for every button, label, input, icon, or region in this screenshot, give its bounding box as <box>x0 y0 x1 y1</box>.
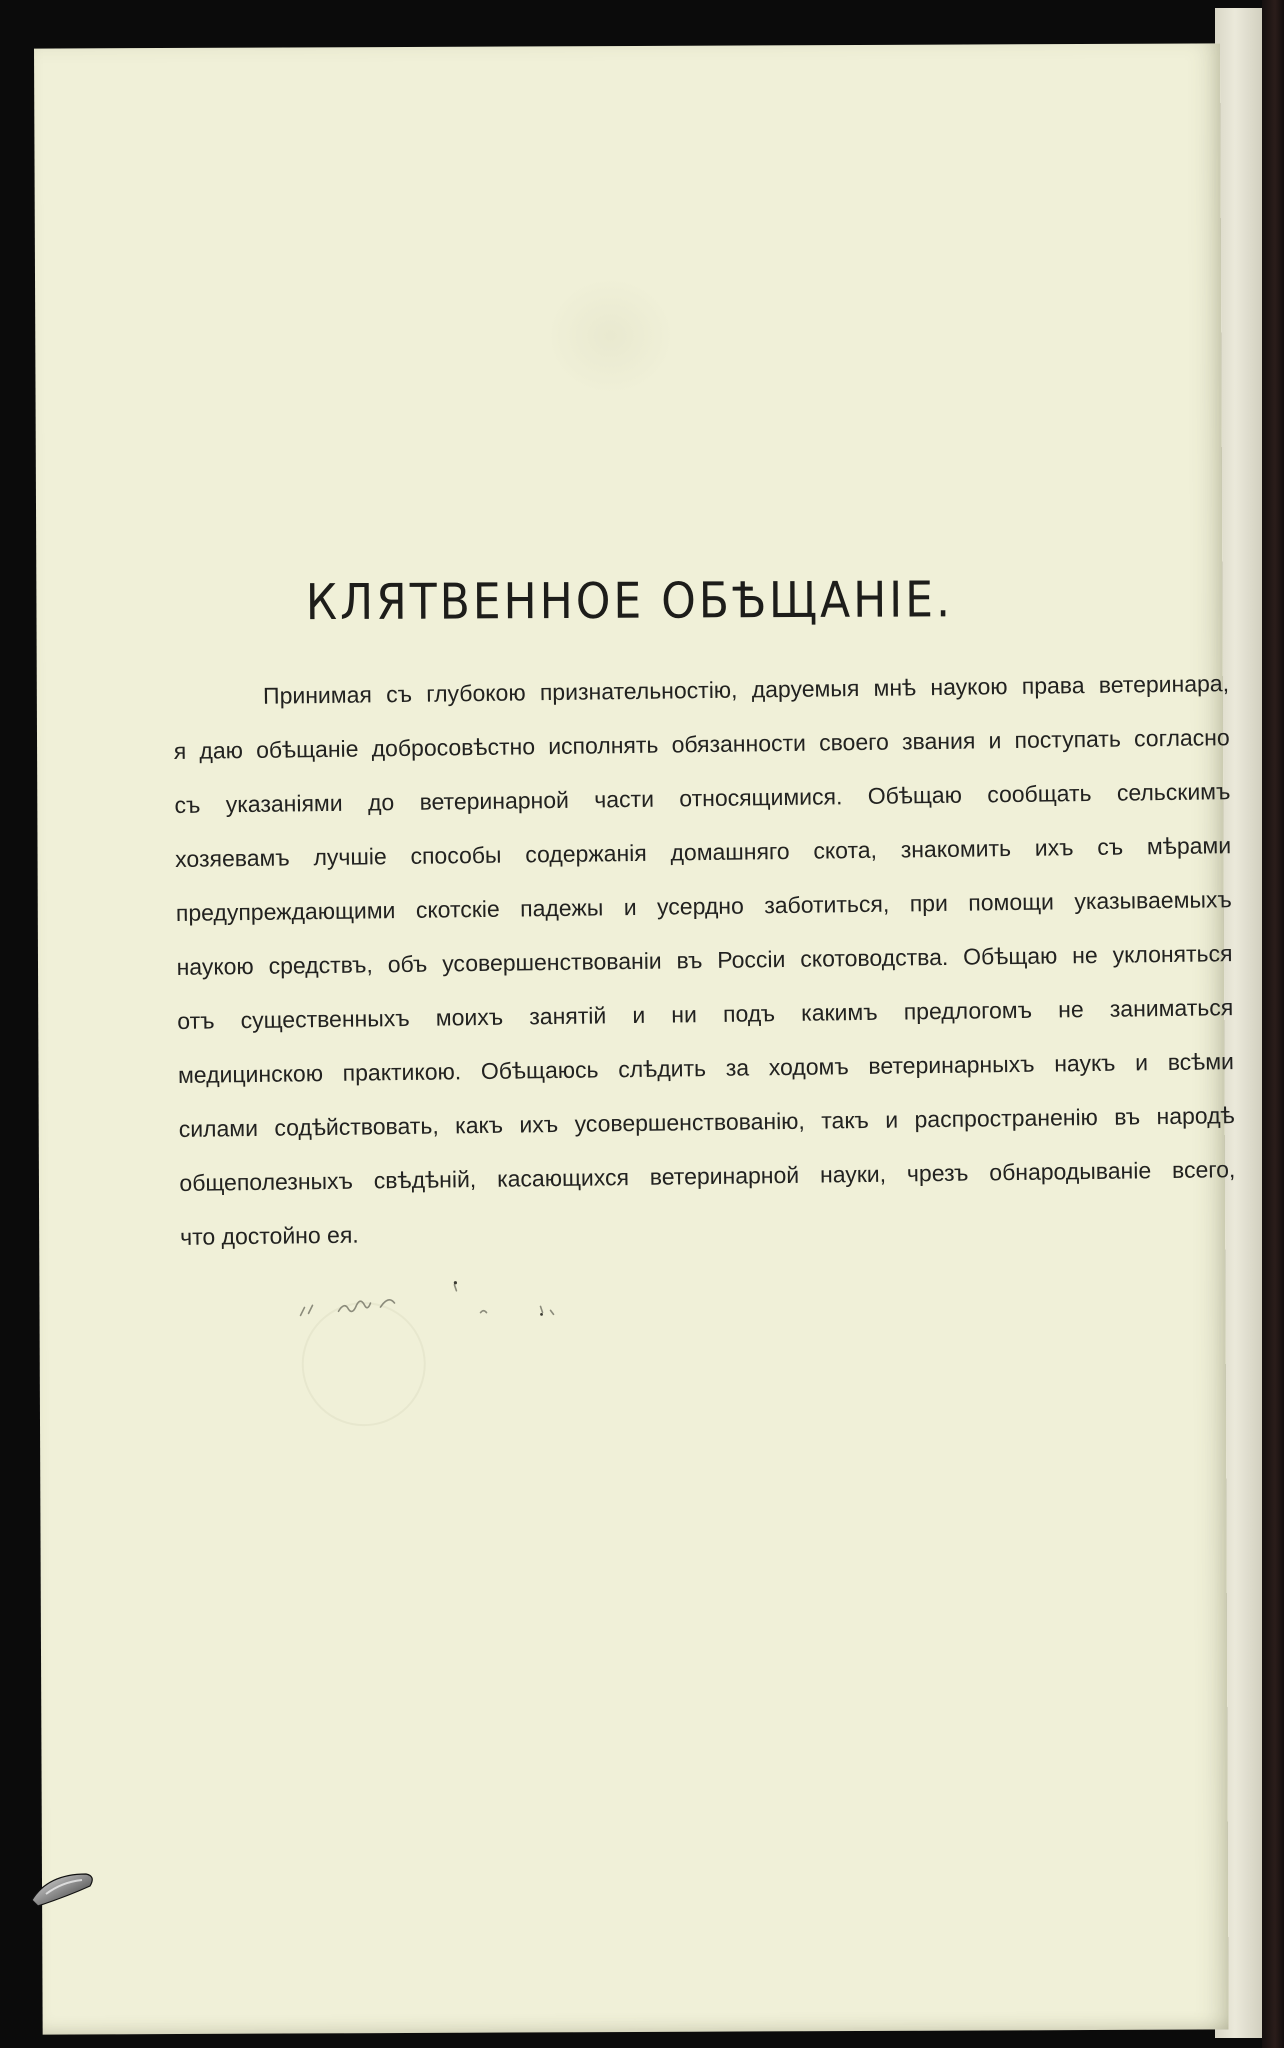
watermark-emblem-icon <box>545 276 676 397</box>
paragraph-line: предупреждающими скотскіе падежы и усердно заботиться, при помощи указываемыхъ <box>175 886 1232 926</box>
binding-edge <box>1262 0 1284 2048</box>
oath-paragraph <box>173 656 1237 1264</box>
paragraph-line: что достойно ея. <box>179 1221 359 1250</box>
paragraph-line: съ указаніями до ветеринарной части относящимися. Обѣщаю сообщать сельскимъ <box>174 778 1231 818</box>
binder-clip-icon <box>28 1868 98 1908</box>
paragraph-line: хозяевамъ лучшіе способы содержанія домашняго скота, знакомить ихъ съ мѣрами <box>175 832 1232 872</box>
paragraph-line: Принимая съ глубокою признательностію, даруемыя мнѣ наукою права ветеринара, <box>262 670 1230 709</box>
paragraph-line: я даю обѣщаніе добросовѣстно исполнять обязанности своего звания и поступать согласно <box>173 724 1230 764</box>
paragraph-line: общеполезныхъ свѣдѣній, касающихся ветеринарной науки, чрезъ обнародываніе всего, <box>179 1156 1236 1196</box>
signature-icon <box>294 1276 614 1337</box>
document-page <box>34 43 1236 2034</box>
paragraph-line: силами содѣйствовать, какъ ихъ усовершенствованію, такъ и распространенію въ народѣ <box>178 1102 1235 1142</box>
paragraph-line: медицинскою практикою. Обѣщаюсь слѣдить за ходомъ ветеринарныхъ наукъ и всѣми <box>177 1048 1235 1088</box>
paragraph-line: отъ существенныхъ моихъ занятій и ни подъ какимъ предлогомъ не заниматься <box>177 994 1234 1034</box>
document-title: КЛЯТВЕННОЕ ОБѢЩАНІЕ. <box>305 571 954 632</box>
paragraph-line: наукою средствъ, объ усовершенствованіи въ Россіи скотоводства. Обѣщаю не уклоняться <box>176 940 1233 980</box>
